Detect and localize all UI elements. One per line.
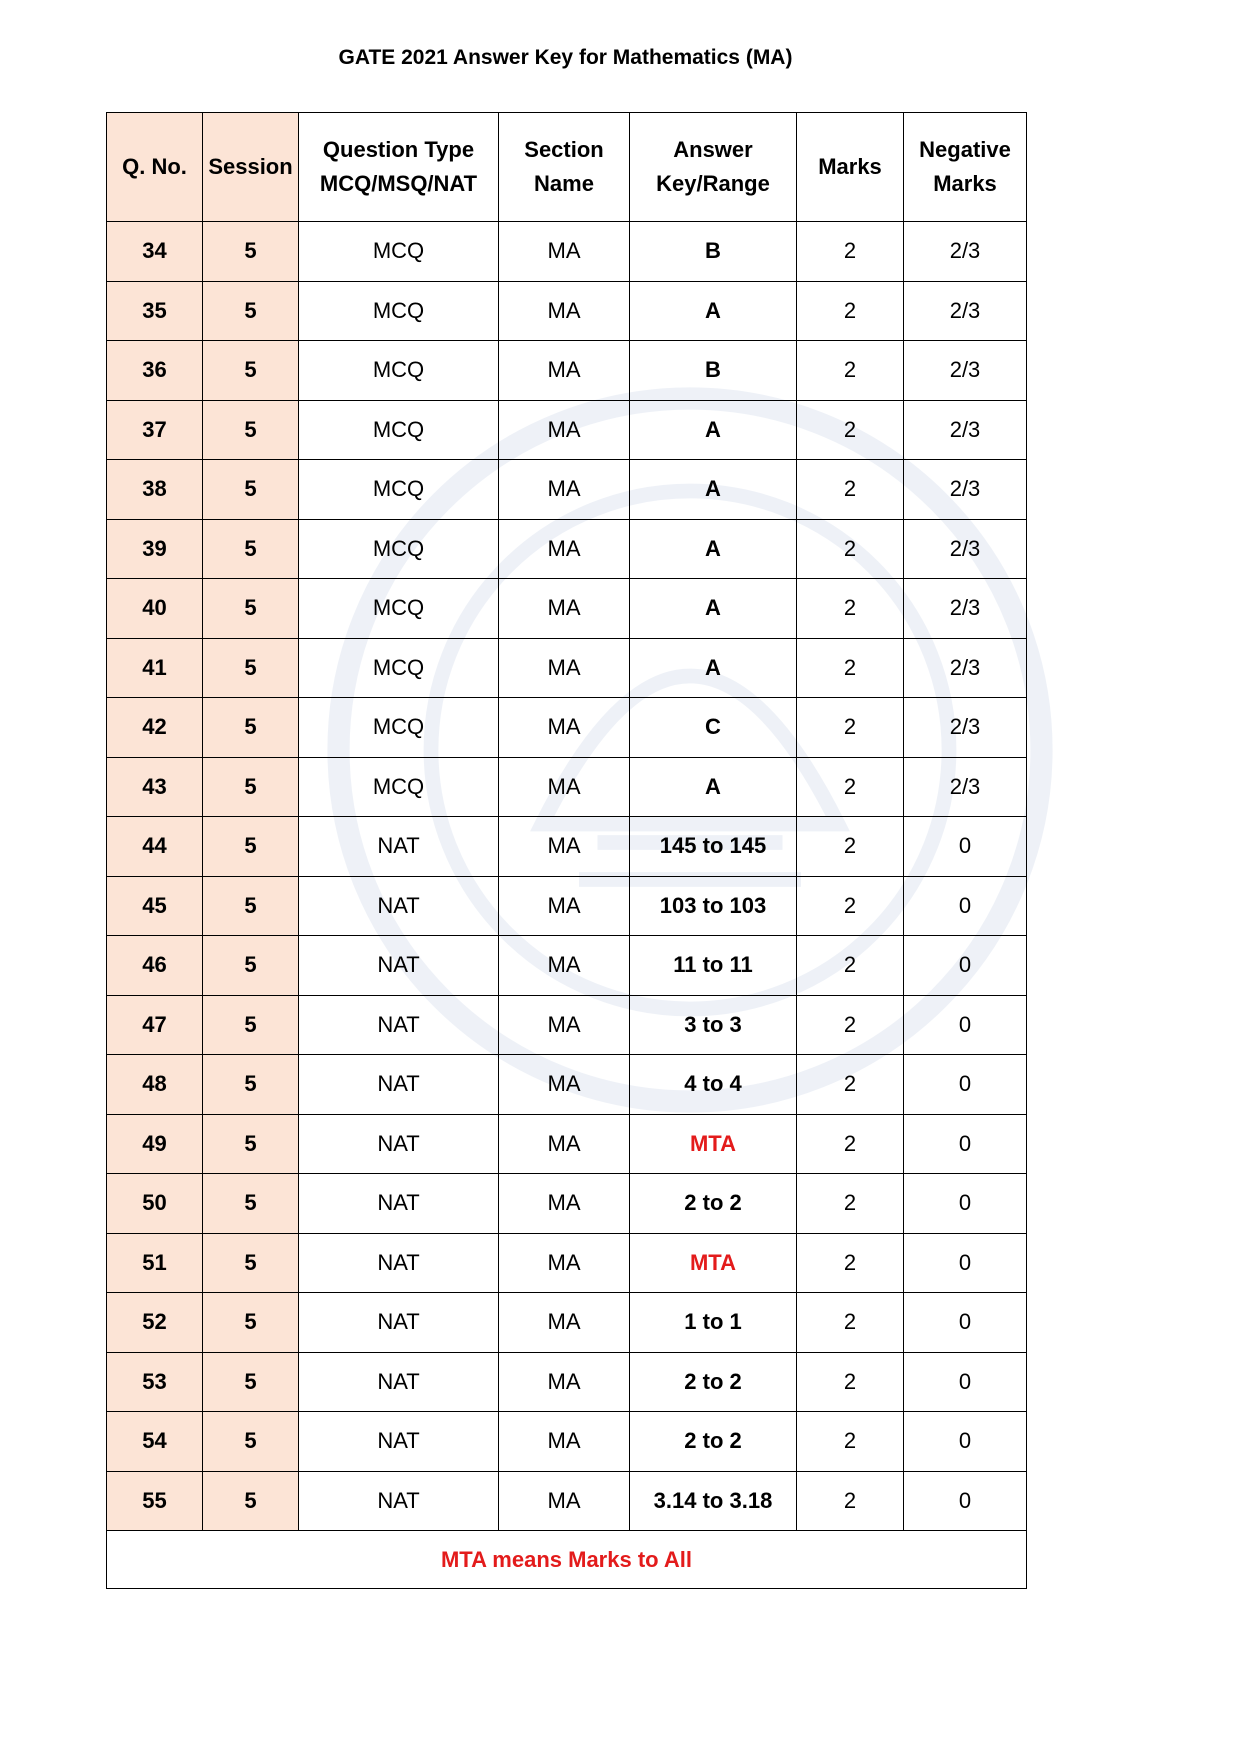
cell-negative-marks: 0 bbox=[904, 1412, 1027, 1472]
cell-session: 5 bbox=[203, 222, 299, 282]
table-row bbox=[107, 400, 1027, 460]
cell-session: 5 bbox=[203, 579, 299, 639]
footnote-row bbox=[107, 1531, 1027, 1589]
cell-answer-key: 1 to 1 bbox=[630, 1293, 797, 1353]
cell-q-no: 46 bbox=[107, 936, 203, 996]
cell-answer-key: MTA bbox=[630, 1114, 797, 1174]
cell-q-no: 51 bbox=[107, 1233, 203, 1293]
cell-q-no: 48 bbox=[107, 1055, 203, 1115]
cell-section-name: MA bbox=[499, 1233, 630, 1293]
cell-negative-marks: 2/3 bbox=[904, 519, 1027, 579]
table-row bbox=[107, 1412, 1027, 1472]
table-row bbox=[107, 519, 1027, 579]
cell-section-name: MA bbox=[499, 817, 630, 877]
cell-negative-marks: 2/3 bbox=[904, 579, 1027, 639]
cell-section-name: MA bbox=[499, 936, 630, 996]
cell-marks: 2 bbox=[797, 817, 904, 877]
cell-section-name: MA bbox=[499, 1174, 630, 1234]
cell-session: 5 bbox=[203, 1471, 299, 1531]
cell-marks: 2 bbox=[797, 1412, 904, 1472]
cell-answer-key: A bbox=[630, 579, 797, 639]
cell-question-type: NAT bbox=[299, 876, 499, 936]
cell-marks: 2 bbox=[797, 341, 904, 401]
cell-session: 5 bbox=[203, 460, 299, 520]
header-negative-marks: Negative Marks bbox=[904, 113, 1027, 222]
cell-marks: 2 bbox=[797, 579, 904, 639]
cell-marks: 2 bbox=[797, 1293, 904, 1353]
table-row bbox=[107, 757, 1027, 817]
cell-answer-key: 2 to 2 bbox=[630, 1412, 797, 1472]
cell-q-no: 39 bbox=[107, 519, 203, 579]
cell-negative-marks: 0 bbox=[904, 1114, 1027, 1174]
cell-question-type: NAT bbox=[299, 1412, 499, 1472]
cell-marks: 2 bbox=[797, 1233, 904, 1293]
table-row bbox=[107, 1293, 1027, 1353]
cell-negative-marks: 0 bbox=[904, 1055, 1027, 1115]
header-question-type: Question Type MCQ/MSQ/NAT bbox=[299, 113, 499, 222]
cell-q-no: 35 bbox=[107, 281, 203, 341]
table-row bbox=[107, 817, 1027, 877]
cell-answer-key: B bbox=[630, 341, 797, 401]
cell-marks: 2 bbox=[797, 1114, 904, 1174]
cell-answer-key: A bbox=[630, 519, 797, 579]
cell-session: 5 bbox=[203, 341, 299, 401]
cell-answer-key: B bbox=[630, 222, 797, 282]
cell-answer-key: 2 to 2 bbox=[630, 1174, 797, 1234]
cell-negative-marks: 2/3 bbox=[904, 757, 1027, 817]
cell-section-name: MA bbox=[499, 1352, 630, 1412]
cell-marks: 2 bbox=[797, 638, 904, 698]
cell-section-name: MA bbox=[499, 281, 630, 341]
table-row bbox=[107, 995, 1027, 1055]
table-row bbox=[107, 1174, 1027, 1234]
cell-session: 5 bbox=[203, 757, 299, 817]
header-answer-key: Answer Key/Range bbox=[630, 113, 797, 222]
cell-question-type: MCQ bbox=[299, 698, 499, 758]
cell-question-type: MCQ bbox=[299, 638, 499, 698]
cell-section-name: MA bbox=[499, 1412, 630, 1472]
cell-q-no: 53 bbox=[107, 1352, 203, 1412]
cell-q-no: 36 bbox=[107, 341, 203, 401]
cell-negative-marks: 0 bbox=[904, 817, 1027, 877]
cell-answer-key: C bbox=[630, 698, 797, 758]
cell-marks: 2 bbox=[797, 281, 904, 341]
cell-marks: 2 bbox=[797, 1352, 904, 1412]
cell-session: 5 bbox=[203, 281, 299, 341]
cell-negative-marks: 0 bbox=[904, 1352, 1027, 1412]
cell-marks: 2 bbox=[797, 936, 904, 996]
cell-session: 5 bbox=[203, 1233, 299, 1293]
cell-question-type: NAT bbox=[299, 1114, 499, 1174]
cell-answer-key: 145 to 145 bbox=[630, 817, 797, 877]
cell-marks: 2 bbox=[797, 757, 904, 817]
cell-q-no: 43 bbox=[107, 757, 203, 817]
cell-question-type: MCQ bbox=[299, 579, 499, 639]
cell-section-name: MA bbox=[499, 579, 630, 639]
cell-section-name: MA bbox=[499, 757, 630, 817]
cell-marks: 2 bbox=[797, 1471, 904, 1531]
cell-session: 5 bbox=[203, 1174, 299, 1234]
cell-section-name: MA bbox=[499, 222, 630, 282]
cell-marks: 2 bbox=[797, 698, 904, 758]
cell-answer-key: 3 to 3 bbox=[630, 995, 797, 1055]
cell-question-type: NAT bbox=[299, 1174, 499, 1234]
cell-q-no: 55 bbox=[107, 1471, 203, 1531]
cell-section-name: MA bbox=[499, 1055, 630, 1115]
table-row bbox=[107, 638, 1027, 698]
header-marks: Marks bbox=[797, 113, 904, 222]
cell-marks: 2 bbox=[797, 519, 904, 579]
cell-q-no: 40 bbox=[107, 579, 203, 639]
cell-q-no: 47 bbox=[107, 995, 203, 1055]
header-session: Session bbox=[203, 113, 299, 222]
cell-q-no: 38 bbox=[107, 460, 203, 520]
cell-question-type: MCQ bbox=[299, 341, 499, 401]
cell-q-no: 52 bbox=[107, 1293, 203, 1353]
cell-marks: 2 bbox=[797, 1055, 904, 1115]
cell-negative-marks: 2/3 bbox=[904, 698, 1027, 758]
cell-negative-marks: 2/3 bbox=[904, 222, 1027, 282]
table-row bbox=[107, 579, 1027, 639]
cell-session: 5 bbox=[203, 1412, 299, 1472]
cell-session: 5 bbox=[203, 1352, 299, 1412]
cell-answer-key: 2 to 2 bbox=[630, 1352, 797, 1412]
cell-session: 5 bbox=[203, 876, 299, 936]
cell-session: 5 bbox=[203, 817, 299, 877]
cell-section-name: MA bbox=[499, 698, 630, 758]
cell-negative-marks: 0 bbox=[904, 995, 1027, 1055]
cell-question-type: NAT bbox=[299, 817, 499, 877]
cell-session: 5 bbox=[203, 698, 299, 758]
cell-marks: 2 bbox=[797, 400, 904, 460]
cell-q-no: 41 bbox=[107, 638, 203, 698]
table-header-row bbox=[107, 113, 1027, 222]
cell-marks: 2 bbox=[797, 460, 904, 520]
cell-answer-key: 4 to 4 bbox=[630, 1055, 797, 1115]
cell-negative-marks: 0 bbox=[904, 1471, 1027, 1531]
cell-question-type: NAT bbox=[299, 1471, 499, 1531]
cell-section-name: MA bbox=[499, 995, 630, 1055]
cell-q-no: 45 bbox=[107, 876, 203, 936]
cell-answer-key: 103 to 103 bbox=[630, 876, 797, 936]
cell-question-type: NAT bbox=[299, 1293, 499, 1353]
cell-answer-key: 3.14 to 3.18 bbox=[630, 1471, 797, 1531]
cell-section-name: MA bbox=[499, 519, 630, 579]
cell-marks: 2 bbox=[797, 995, 904, 1055]
table-row bbox=[107, 222, 1027, 282]
cell-q-no: 34 bbox=[107, 222, 203, 282]
cell-negative-marks: 2/3 bbox=[904, 281, 1027, 341]
cell-negative-marks: 2/3 bbox=[904, 341, 1027, 401]
cell-negative-marks: 2/3 bbox=[904, 460, 1027, 520]
cell-negative-marks: 2/3 bbox=[904, 638, 1027, 698]
cell-answer-key: A bbox=[630, 400, 797, 460]
cell-answer-key: A bbox=[630, 460, 797, 520]
cell-question-type: MCQ bbox=[299, 757, 499, 817]
cell-question-type: MCQ bbox=[299, 222, 499, 282]
cell-session: 5 bbox=[203, 1293, 299, 1353]
cell-question-type: MCQ bbox=[299, 460, 499, 520]
cell-section-name: MA bbox=[499, 1114, 630, 1174]
cell-section-name: MA bbox=[499, 638, 630, 698]
cell-session: 5 bbox=[203, 519, 299, 579]
cell-answer-key: A bbox=[630, 638, 797, 698]
cell-marks: 2 bbox=[797, 222, 904, 282]
cell-question-type: NAT bbox=[299, 1233, 499, 1293]
cell-session: 5 bbox=[203, 1114, 299, 1174]
cell-q-no: 42 bbox=[107, 698, 203, 758]
cell-negative-marks: 0 bbox=[904, 1293, 1027, 1353]
cell-q-no: 50 bbox=[107, 1174, 203, 1234]
cell-negative-marks: 2/3 bbox=[904, 400, 1027, 460]
header-q-no: Q. No. bbox=[107, 113, 203, 222]
cell-q-no: 49 bbox=[107, 1114, 203, 1174]
cell-question-type: MCQ bbox=[299, 400, 499, 460]
cell-answer-key: 11 to 11 bbox=[630, 936, 797, 996]
cell-negative-marks: 0 bbox=[904, 1174, 1027, 1234]
table-row bbox=[107, 876, 1027, 936]
cell-question-type: NAT bbox=[299, 1055, 499, 1115]
cell-question-type: NAT bbox=[299, 995, 499, 1055]
table-row bbox=[107, 1233, 1027, 1293]
cell-section-name: MA bbox=[499, 400, 630, 460]
table-row bbox=[107, 936, 1027, 996]
table-row bbox=[107, 1471, 1027, 1531]
cell-section-name: MA bbox=[499, 876, 630, 936]
cell-q-no: 37 bbox=[107, 400, 203, 460]
cell-session: 5 bbox=[203, 1055, 299, 1115]
table-row bbox=[107, 1114, 1027, 1174]
cell-section-name: MA bbox=[499, 1293, 630, 1353]
page-title: GATE 2021 Answer Key for Mathematics (MA) bbox=[338, 46, 793, 69]
cell-question-type: MCQ bbox=[299, 281, 499, 341]
cell-section-name: MA bbox=[499, 460, 630, 520]
header-section-name: Section Name bbox=[499, 113, 630, 222]
cell-question-type: NAT bbox=[299, 936, 499, 996]
cell-negative-marks: 0 bbox=[904, 1233, 1027, 1293]
cell-negative-marks: 0 bbox=[904, 936, 1027, 996]
cell-question-type: NAT bbox=[299, 1352, 499, 1412]
table-row bbox=[107, 341, 1027, 401]
cell-question-type: MCQ bbox=[299, 519, 499, 579]
table-row bbox=[107, 460, 1027, 520]
cell-session: 5 bbox=[203, 638, 299, 698]
cell-marks: 2 bbox=[797, 876, 904, 936]
cell-section-name: MA bbox=[499, 341, 630, 401]
table-row bbox=[107, 1055, 1027, 1115]
answer-key-table bbox=[106, 112, 1027, 1589]
cell-q-no: 54 bbox=[107, 1412, 203, 1472]
table-row bbox=[107, 281, 1027, 341]
cell-q-no: 44 bbox=[107, 817, 203, 877]
table-row bbox=[107, 1352, 1027, 1412]
cell-answer-key: A bbox=[630, 281, 797, 341]
cell-negative-marks: 0 bbox=[904, 876, 1027, 936]
footnote: MTA means Marks to All bbox=[107, 1531, 1027, 1589]
cell-session: 5 bbox=[203, 400, 299, 460]
cell-marks: 2 bbox=[797, 1174, 904, 1234]
cell-session: 5 bbox=[203, 995, 299, 1055]
table-row bbox=[107, 698, 1027, 758]
cell-session: 5 bbox=[203, 936, 299, 996]
cell-answer-key: MTA bbox=[630, 1233, 797, 1293]
cell-section-name: MA bbox=[499, 1471, 630, 1531]
cell-answer-key: A bbox=[630, 757, 797, 817]
